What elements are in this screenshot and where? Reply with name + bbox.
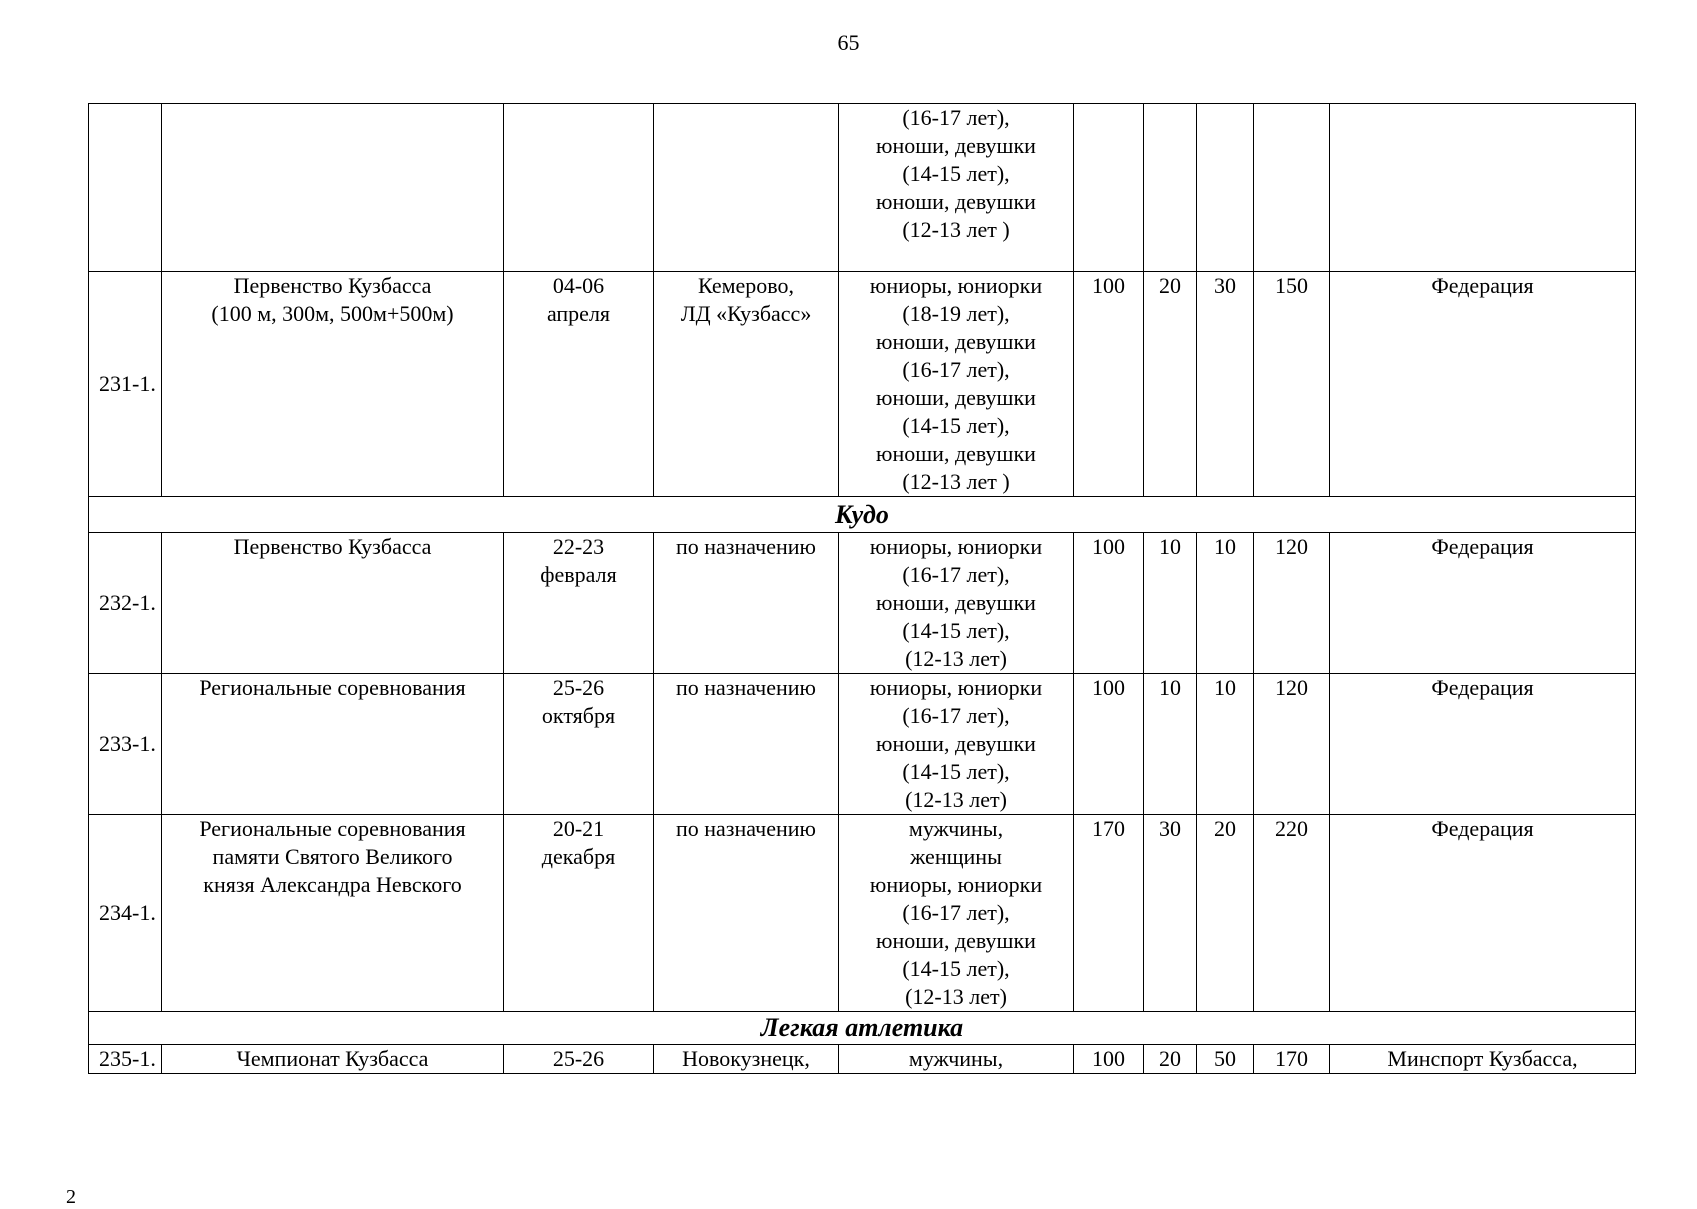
table-row-continuation — [89, 104, 1636, 272]
participants-cell: мужчины, — [839, 1045, 1074, 1074]
organizer-cell: Федерация — [1330, 674, 1636, 815]
table-body — [89, 104, 1636, 1074]
count-2-cell: 10 — [1144, 533, 1197, 674]
row-number-cell: 231-1. — [89, 272, 162, 497]
venue-cell: по назначению — [654, 533, 839, 674]
count-3-cell: 50 — [1197, 1045, 1254, 1074]
total-cell: 120 — [1254, 533, 1330, 674]
total-cell: 150 — [1254, 272, 1330, 497]
count-3-cell: 10 — [1197, 674, 1254, 815]
organizer-cell: Федерация — [1330, 815, 1636, 1012]
venue-cell: по назначению — [654, 674, 839, 815]
event-name-cell: Региональные соревнования памяти Святого Великого князя Александра Невского — [162, 815, 504, 1012]
events-table — [88, 103, 1636, 1074]
count-1-cell: 100 — [1074, 272, 1144, 497]
row-number-cell — [89, 104, 162, 272]
event-name-cell: Первенство Кузбасса (100 м, 300м, 500м+500м) — [162, 272, 504, 497]
section-header-row — [89, 1012, 1636, 1045]
section-header-row — [89, 497, 1636, 533]
dates-cell: 22-23 февраля — [504, 533, 654, 674]
count-2-cell — [1144, 104, 1197, 272]
count-2-cell: 20 — [1144, 272, 1197, 497]
table-row — [89, 272, 1636, 497]
table-row — [89, 815, 1636, 1012]
count-1-cell: 100 — [1074, 1045, 1144, 1074]
footer-mark: 2 — [66, 1186, 76, 1208]
section-title: Легкая атлетика — [89, 1012, 1636, 1045]
venue-cell: по назначению — [654, 815, 839, 1012]
count-2-cell: 30 — [1144, 815, 1197, 1012]
row-number-cell: 232-1. — [89, 533, 162, 674]
dates-cell: 25-26 — [504, 1045, 654, 1074]
table-row — [89, 674, 1636, 815]
event-name-cell: Региональные соревнования — [162, 674, 504, 815]
row-number-cell: 233-1. — [89, 674, 162, 815]
participants-cell: юниоры, юниорки (16-17 лет), юноши, девушки (14-15 лет), (12-13 лет) — [839, 674, 1074, 815]
dates-cell: 25-26 октября — [504, 674, 654, 815]
row-number-cell: 234-1. — [89, 815, 162, 1012]
row-number-cell: 235-1. — [89, 1045, 162, 1074]
total-cell: 220 — [1254, 815, 1330, 1012]
dates-cell — [504, 104, 654, 272]
organizer-cell: Федерация — [1330, 272, 1636, 497]
event-name-cell — [162, 104, 504, 272]
count-1-cell: 100 — [1074, 674, 1144, 815]
participants-cell: юниоры, юниорки (18-19 лет), юноши, девушки (16-17 лет), юноши, девушки (14-15 лет), юноши, девушки (12-13 лет ) — [839, 272, 1074, 497]
count-1-cell — [1074, 104, 1144, 272]
total-cell: 170 — [1254, 1045, 1330, 1074]
organizer-cell — [1330, 104, 1636, 272]
count-3-cell: 30 — [1197, 272, 1254, 497]
venue-cell: Кемерово, ЛД «Кузбасс» — [654, 272, 839, 497]
event-name-cell: Чемпионат Кузбасса — [162, 1045, 504, 1074]
count-1-cell: 170 — [1074, 815, 1144, 1012]
table-row — [89, 1045, 1636, 1074]
count-1-cell: 100 — [1074, 533, 1144, 674]
dates-cell: 04-06 апреля — [504, 272, 654, 497]
page-number: 65 — [837, 30, 860, 55]
table-row — [89, 533, 1636, 674]
total-cell: 120 — [1254, 674, 1330, 815]
event-name-cell: Первенство Кузбасса — [162, 533, 504, 674]
participants-cell: мужчины, женщины юниоры, юниорки (16-17 лет), юноши, девушки (14-15 лет), (12-13 лет) — [839, 815, 1074, 1012]
venue-cell: Новокузнецк, — [654, 1045, 839, 1074]
venue-cell — [654, 104, 839, 272]
count-2-cell: 10 — [1144, 674, 1197, 815]
participants-cell: юниоры, юниорки (16-17 лет), юноши, девушки (14-15 лет), (12-13 лет) — [839, 533, 1074, 674]
count-3-cell: 10 — [1197, 533, 1254, 674]
dates-cell: 20-21 декабря — [504, 815, 654, 1012]
section-title: Кудо — [89, 497, 1636, 533]
organizer-cell: Минспорт Кузбасса, — [1330, 1045, 1636, 1074]
count-3-cell: 20 — [1197, 815, 1254, 1012]
participants-cell: (16-17 лет), юноши, девушки (14-15 лет), юноши, девушки (12-13 лет ) — [839, 104, 1074, 272]
organizer-cell: Федерация — [1330, 533, 1636, 674]
count-3-cell — [1197, 104, 1254, 272]
total-cell — [1254, 104, 1330, 272]
count-2-cell: 20 — [1144, 1045, 1197, 1074]
